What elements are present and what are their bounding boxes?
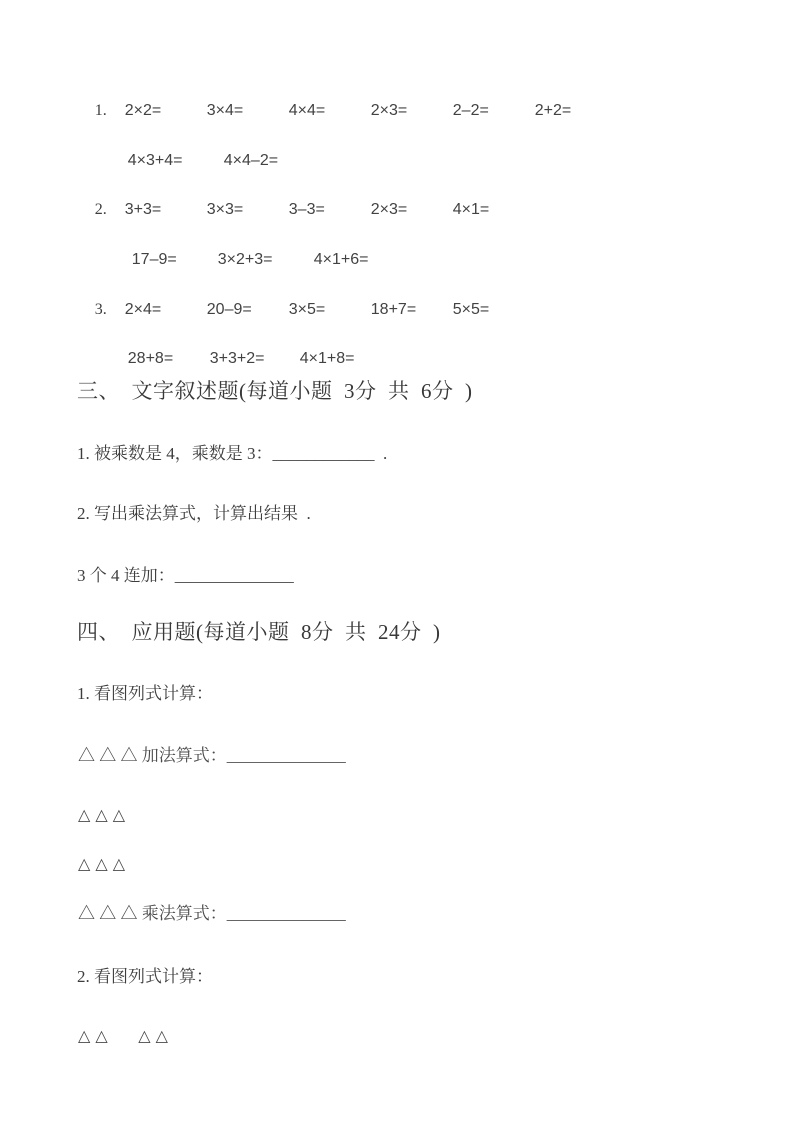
equation: 3×4= — [206, 102, 244, 120]
equation: 3×2+3= — [217, 251, 273, 269]
equation: 18+7= — [370, 301, 417, 319]
section-four-heading: 四、 应用题(每道小题 8分 共 24分 ) — [77, 620, 441, 644]
equation: 2×4= — [124, 301, 162, 319]
triangle-groups-row: △ △ △ △ — [78, 1026, 168, 1045]
equation: 2×3= — [370, 201, 408, 219]
equation: 2×3= — [370, 102, 408, 120]
equation: 4×3+4= — [127, 152, 183, 170]
equation: 20–9= — [206, 301, 252, 319]
section-three-question-1: 1. 被乘数是 4，乘数是 3：____________ . — [77, 444, 388, 463]
equation: 3×5= — [288, 301, 326, 319]
equation: 5×5= — [452, 301, 490, 319]
equation: 2×2= — [124, 102, 162, 120]
section-three-question-2-sub: 3 个 4 连加：______________ — [77, 566, 294, 585]
equation: 4×1+6= — [313, 251, 369, 269]
triangle-addition-row: △ △ △ 加法算式：______________ — [78, 746, 346, 765]
equation: 3×3= — [206, 201, 244, 219]
equation: 4×1+8= — [299, 350, 355, 368]
equation: 4×4= — [288, 102, 326, 120]
equation: 4×1= — [452, 201, 490, 219]
equation: 3+3= — [124, 201, 162, 219]
triangle-row: △ △ △ — [78, 854, 126, 873]
triangle-row: △ △ △ — [78, 805, 126, 824]
equation: 2–2= — [452, 102, 489, 120]
equation: 28+8= — [127, 350, 174, 368]
question-number: 3. — [94, 301, 107, 319]
section-four-question-1: 1. 看图列式计算： — [77, 684, 213, 703]
equation: 4×4–2= — [223, 152, 279, 170]
equation: 3+3+2= — [209, 350, 265, 368]
question-number: 1. — [94, 102, 107, 120]
question-number: 2. — [94, 201, 107, 219]
equation: 17–9= — [131, 251, 177, 269]
calc-row-2-continued — [114, 231, 410, 289]
section-four-question-2: 2. 看图列式计算： — [77, 967, 213, 986]
section-three-question-2: 2. 写出乘法算式，计算出结果 . — [77, 504, 311, 523]
section-three-heading: 三、 文字叙述题(每道小题 3分 共 6分 ) — [77, 379, 473, 403]
triangle-multiplication-row: △ △ △ 乘法算式：______________ — [78, 904, 346, 923]
calc-row-2 — [77, 181, 535, 239]
equation: 3–3= — [288, 201, 325, 219]
equation: 2+2= — [534, 102, 572, 120]
calc-row-1 — [77, 82, 617, 140]
